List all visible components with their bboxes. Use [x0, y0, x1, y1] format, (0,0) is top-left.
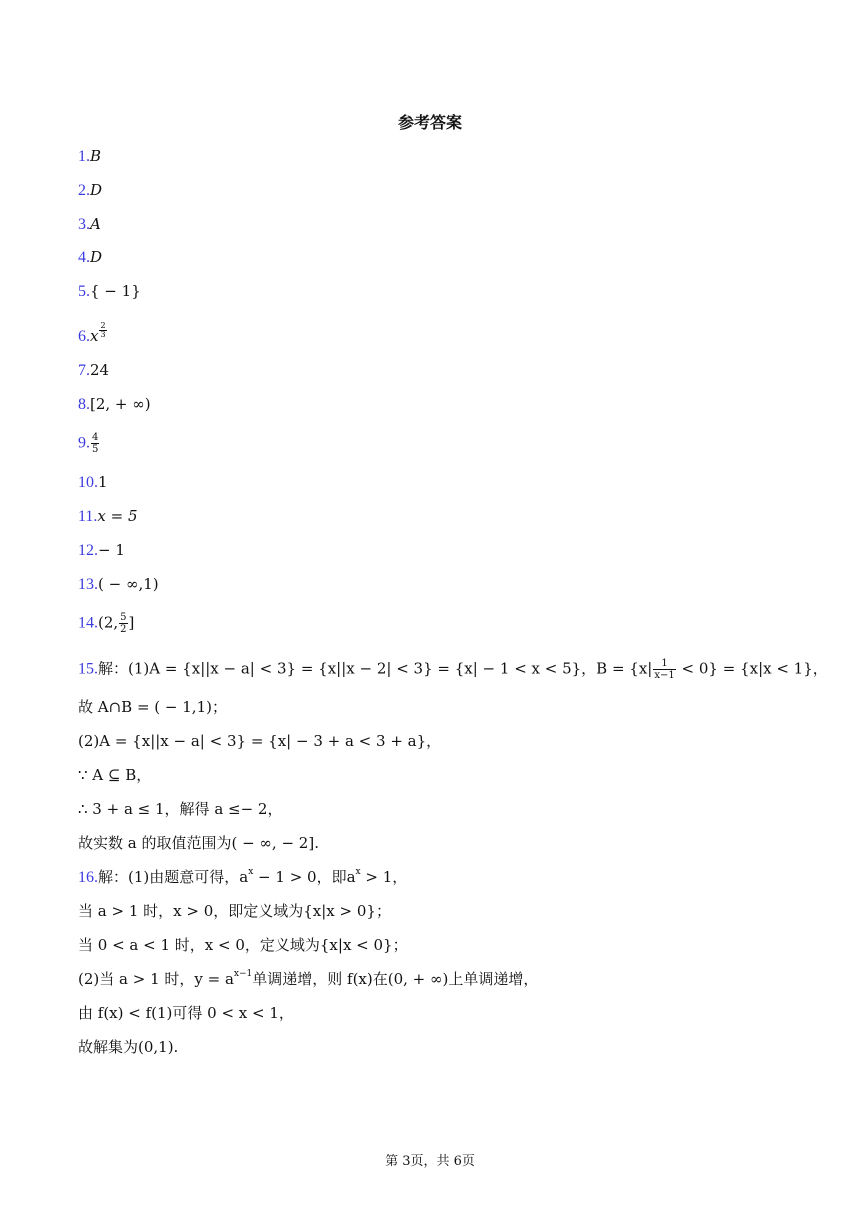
answer-number: 1.	[78, 148, 90, 165]
q16-text-c: > 1，	[360, 868, 408, 886]
answer-3	[78, 214, 101, 235]
answer-text: x = 5	[97, 507, 138, 525]
answer-7	[78, 360, 109, 381]
q15-line-1	[78, 658, 828, 681]
fraction-denominator: 2	[120, 624, 127, 635]
answer-number: 3.	[78, 216, 90, 233]
answer-number: 10.	[78, 474, 98, 491]
answer-number: 12.	[78, 542, 98, 559]
page-title: 参考答案	[397, 113, 462, 132]
fraction-numerator: 1	[653, 658, 675, 670]
answer-text: [2, + ∞)	[90, 395, 151, 413]
answer-2	[78, 180, 102, 201]
fraction-denominator: x−1	[654, 670, 675, 681]
answer-text: B	[90, 147, 102, 165]
answer-fraction	[119, 612, 127, 635]
page-footer: 第 3页，共 6页	[385, 1154, 475, 1169]
answer-number: 11.	[78, 508, 98, 525]
q16-exponent: x−1	[233, 969, 253, 979]
answer-fraction	[91, 432, 99, 455]
answer-11	[78, 506, 138, 527]
q16-line-3: 当 0 < a < 1 时，x < 0，定义域为{x|x < 0}；	[78, 936, 408, 954]
q16-line-2: 当 a > 1 时，x > 0，即定义域为{x|x > 0}；	[78, 902, 391, 920]
answer-text: A	[90, 215, 101, 233]
answer-base: x	[90, 327, 99, 345]
answer-suffix: ]	[128, 613, 135, 632]
answer-5	[78, 281, 141, 302]
q15-text-b: < 0} = {x|x < 1}，	[676, 659, 828, 678]
q15-line-6: 故实数 a 的取值范围为( − ∞, − 2].	[78, 834, 319, 852]
answer-9	[78, 432, 100, 455]
q15-line-4: ∵ A ⊆ B，	[78, 766, 152, 784]
answer-number: 9.	[78, 434, 90, 452]
q16-text-a: 解：(1)由题意可得，a	[98, 868, 249, 886]
answer-number: 8.	[78, 396, 90, 413]
answer-number: 14.	[78, 614, 98, 632]
q16-line-1	[78, 867, 407, 888]
answer-number: 15.	[78, 660, 98, 678]
answer-text: 24	[90, 361, 110, 379]
answer-number: 13.	[78, 576, 98, 593]
exponent-numerator: 2	[100, 321, 106, 330]
answer-text: D	[90, 248, 103, 266]
q16-line-6: 故解集为(0,1).	[78, 1038, 179, 1056]
answer-12	[78, 540, 125, 561]
answer-number: 2.	[78, 182, 90, 199]
exponent-denominator: 3	[100, 330, 106, 339]
answer-text: D	[90, 181, 103, 199]
answer-10	[78, 472, 108, 493]
answer-13	[78, 574, 159, 595]
answer-number: 6.	[78, 328, 90, 345]
q16-text-b: 单调递增，则 f(x)在(0, + ∞)上单调递增，	[252, 970, 539, 988]
answer-4	[78, 247, 102, 268]
q16-text-b: − 1 > 0，即a	[253, 868, 356, 886]
answer-number: 4.	[78, 249, 90, 266]
q15-line-5: ∴ 3 + a ≤ 1，解得 a ≤− 2，	[78, 800, 283, 818]
q15-line-2: 故 A∩B = ( − 1,1)；	[78, 698, 227, 716]
answer-text: − 1	[98, 541, 125, 559]
q16-line-4	[78, 969, 538, 989]
q15-fraction	[653, 658, 675, 681]
q15-text-a: 解：(1)A = {x||x − a| < 3} = {x||x − 2| < 3} = {x| − 1 < x < 5}，B = {x|	[98, 659, 653, 678]
answer-text: { − 1}	[90, 282, 141, 300]
answer-number: 16.	[78, 869, 98, 886]
q16-text-a: (2)当 a > 1 时，y = a	[78, 970, 234, 988]
answer-number: 7.	[78, 362, 90, 379]
answer-1	[78, 146, 101, 167]
q16-exponent-2: x	[355, 867, 361, 877]
fraction-numerator: 4	[92, 432, 99, 443]
answer-14	[78, 612, 134, 635]
q15-line-3: (2)A = {x||x − a| < 3} = {x| − 3 + a < 3 + a}，	[78, 732, 442, 750]
answer-number: 5.	[78, 283, 90, 300]
fraction-numerator: 5	[120, 612, 127, 623]
answer-prefix: (2,	[98, 613, 119, 632]
answer-6	[78, 322, 108, 347]
answer-8	[78, 394, 151, 415]
q16-line-5: 由 f(x) < f(1)可得 0 < x < 1，	[78, 1004, 294, 1022]
answer-text: 1	[98, 473, 108, 491]
fraction-denominator: 5	[92, 444, 99, 455]
q16-exponent-1: x	[248, 867, 254, 877]
answer-exponent	[98, 321, 107, 339]
answer-text: ( − ∞,1)	[98, 575, 159, 593]
